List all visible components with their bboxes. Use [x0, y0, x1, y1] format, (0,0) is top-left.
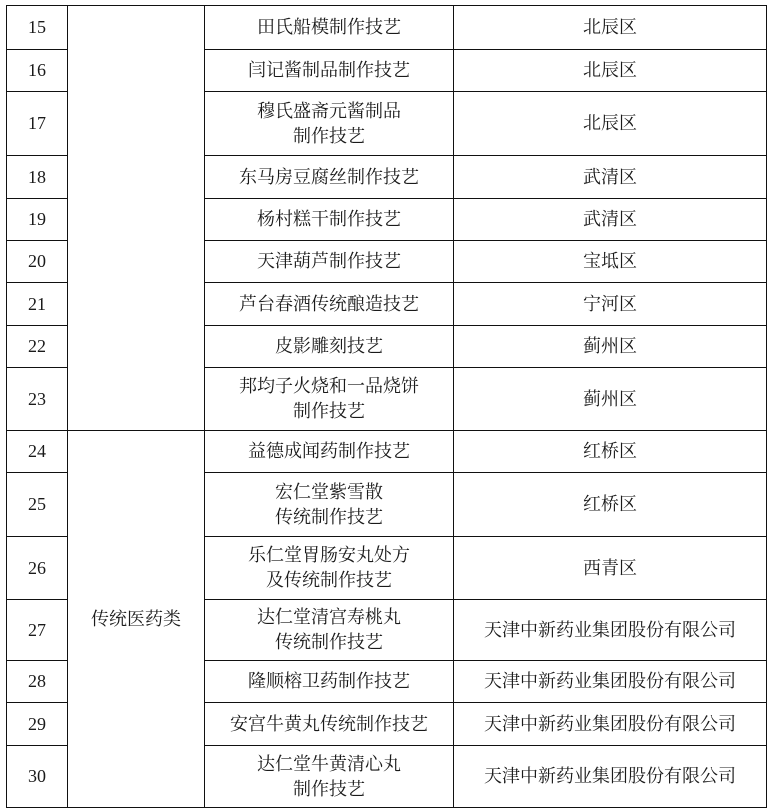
category-cell: 传统医药类: [68, 431, 205, 808]
region: 北辰区: [454, 50, 767, 92]
project-name: 皮影雕刻技艺: [205, 326, 454, 368]
row-number: 30: [7, 746, 68, 808]
project-name: 益德成闻药制作技艺: [205, 431, 454, 473]
project-name: 邦均子火烧和一品烧饼 制作技艺: [205, 368, 454, 431]
row-number: 22: [7, 326, 68, 368]
project-name: 田氏船模制作技艺: [205, 6, 454, 50]
row-number: 19: [7, 199, 68, 241]
region: 宝坻区: [454, 241, 767, 283]
region: 蓟州区: [454, 368, 767, 431]
region: 天津中新药业集团股份有限公司: [454, 661, 767, 703]
project-name: 闫记酱制品制作技艺: [205, 50, 454, 92]
project-name: 宏仁堂紫雪散 传统制作技艺: [205, 473, 454, 537]
project-name: 达仁堂牛黄清心丸 制作技艺: [205, 746, 454, 808]
row-number: 23: [7, 368, 68, 431]
region: 北辰区: [454, 6, 767, 50]
project-name: 达仁堂清宫寿桃丸 传统制作技艺: [205, 600, 454, 661]
region: 蓟州区: [454, 326, 767, 368]
project-name: 安宫牛黄丸传统制作技艺: [205, 703, 454, 746]
row-number: 15: [7, 6, 68, 50]
row-number: 29: [7, 703, 68, 746]
row-number: 24: [7, 431, 68, 473]
region: 天津中新药业集团股份有限公司: [454, 703, 767, 746]
row-number: 18: [7, 156, 68, 199]
table-row: [7, 431, 767, 473]
project-name: 芦台春酒传统酿造技艺: [205, 283, 454, 326]
project-name: 穆氏盛斋元酱制品 制作技艺: [205, 92, 454, 156]
row-number: 20: [7, 241, 68, 283]
region: 西青区: [454, 537, 767, 600]
category-cell: [68, 6, 205, 431]
row-number: 17: [7, 92, 68, 156]
project-name: 杨村糕干制作技艺: [205, 199, 454, 241]
project-name: 天津葫芦制作技艺: [205, 241, 454, 283]
region: 红桥区: [454, 431, 767, 473]
region: 宁河区: [454, 283, 767, 326]
region: 武清区: [454, 199, 767, 241]
heritage-table: [6, 5, 767, 808]
region: 武清区: [454, 156, 767, 199]
project-name: 东马房豆腐丝制作技艺: [205, 156, 454, 199]
row-number: 26: [7, 537, 68, 600]
row-number: 27: [7, 600, 68, 661]
table-row: [7, 6, 767, 50]
row-number: 16: [7, 50, 68, 92]
region: 天津中新药业集团股份有限公司: [454, 746, 767, 808]
row-number: 21: [7, 283, 68, 326]
row-number: 28: [7, 661, 68, 703]
region: 北辰区: [454, 92, 767, 156]
row-number: 25: [7, 473, 68, 537]
project-name: 隆顺榕卫药制作技艺: [205, 661, 454, 703]
region: 天津中新药业集团股份有限公司: [454, 600, 767, 661]
project-name: 乐仁堂胃肠安丸处方 及传统制作技艺: [205, 537, 454, 600]
region: 红桥区: [454, 473, 767, 537]
